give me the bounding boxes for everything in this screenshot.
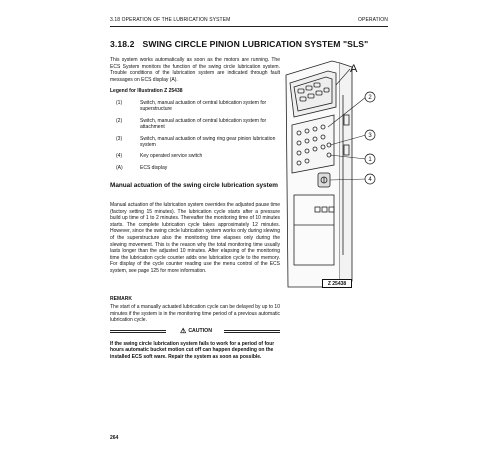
remark-heading: REMARK <box>110 296 132 302</box>
legend-item <box>110 165 282 171</box>
header-section-title: 3.18 OPERATION OF THE LUBRICATION SYSTEM <box>110 17 231 23</box>
legend-text: Switch, manual actuation of central lubrication system for superstructure <box>140 100 267 113</box>
page-number: 264 <box>110 435 119 441</box>
legend-key: (A) <box>116 164 123 171</box>
warning-triangle-icon: ⚠ <box>180 328 187 335</box>
caution-banner <box>110 327 280 337</box>
caution-label <box>170 327 222 336</box>
legend-item <box>110 136 282 149</box>
control-panel-illustration <box>282 55 392 292</box>
legend-item <box>110 153 282 159</box>
legend-text: Switch, manual actuation of swing ring gear pinion lubrication system <box>140 135 276 149</box>
intro-paragraph: This system works automatically as soon as the motors are running. The ECS System monitors the function of the swing circle lubrication system. Trouble conditions of the lubrication system are indicated through fault messages on ECS display (A). <box>110 57 280 83</box>
caution-rule-left <box>110 330 166 333</box>
legend-key: (2) <box>116 117 123 124</box>
legend-text: Switch, manual actuation of central lubrication system for attachment <box>140 117 267 131</box>
section-number: 3.18.2 <box>110 39 135 49</box>
legend-text: ECS display <box>140 164 168 171</box>
callout-4: 4 <box>368 177 372 184</box>
legend-key: (3) <box>116 135 123 142</box>
callout-2: 2 <box>368 95 372 102</box>
legend-heading: Legend for Illustration Z 25438 <box>110 88 183 94</box>
callout-1: 1 <box>368 157 372 164</box>
legend-item <box>110 118 282 131</box>
caution-rule-right <box>224 330 280 333</box>
header-divider <box>110 26 388 27</box>
figure-id-label: Z 25438 <box>322 279 352 288</box>
callout-3: 3 <box>368 133 372 140</box>
legend-list <box>110 100 282 176</box>
legend-text: Key operated service switch <box>140 153 203 160</box>
subsection-heading: Manual actuation of the swing circle lubrication system <box>110 182 278 189</box>
callout-a: A <box>350 63 358 75</box>
remark-text: The start of a manually actuated lubrication cycle can be delayed by up to 10 minutes if the system is in the monitoring time period of a previous automatic lubrication cycle. <box>110 304 280 324</box>
caution-text: If the swing circle lubrication system fails to work for a period of four hours automatic bucket motion cut off can happen depending on the installed ECS soft ware. Repair the system as soon as possible. <box>110 341 275 360</box>
legend-item <box>110 100 282 113</box>
legend-key: (1) <box>116 100 123 106</box>
subsection-body: Manual actuation of the lubrication system overrides the adjusted pause time (factory setting 15 minutes). The lubrication cycle starts after a pressure build up time of 1 to 2 minutes. Thereafter the monitoring time of 10 minutes starts. The complete lubrication cycle takes approximately 12 minutes. However, since the swing circle lubrication system works only during slewing of the superstructure also the monitoring time elapses only during the slewing movement. This is the reason why the total monitoring time usually lasts longer than the adjusted 10 minutes. After elapsing of the monitoring time the lubrication cycle counter adds one lubrication cycle to the memory. For display of the cycle counter reading use the menu control of the ECS system, see page 125 for more information. <box>110 202 280 274</box>
section-title <box>110 39 400 49</box>
header-chapter: OPERATION <box>358 17 388 23</box>
legend-key: (4) <box>116 153 123 160</box>
section-title-text: SWING CIRCLE PINION LUBRICATION SYSTEM "SLS" <box>142 39 369 49</box>
caution-label-text: CAUTION <box>188 328 212 334</box>
